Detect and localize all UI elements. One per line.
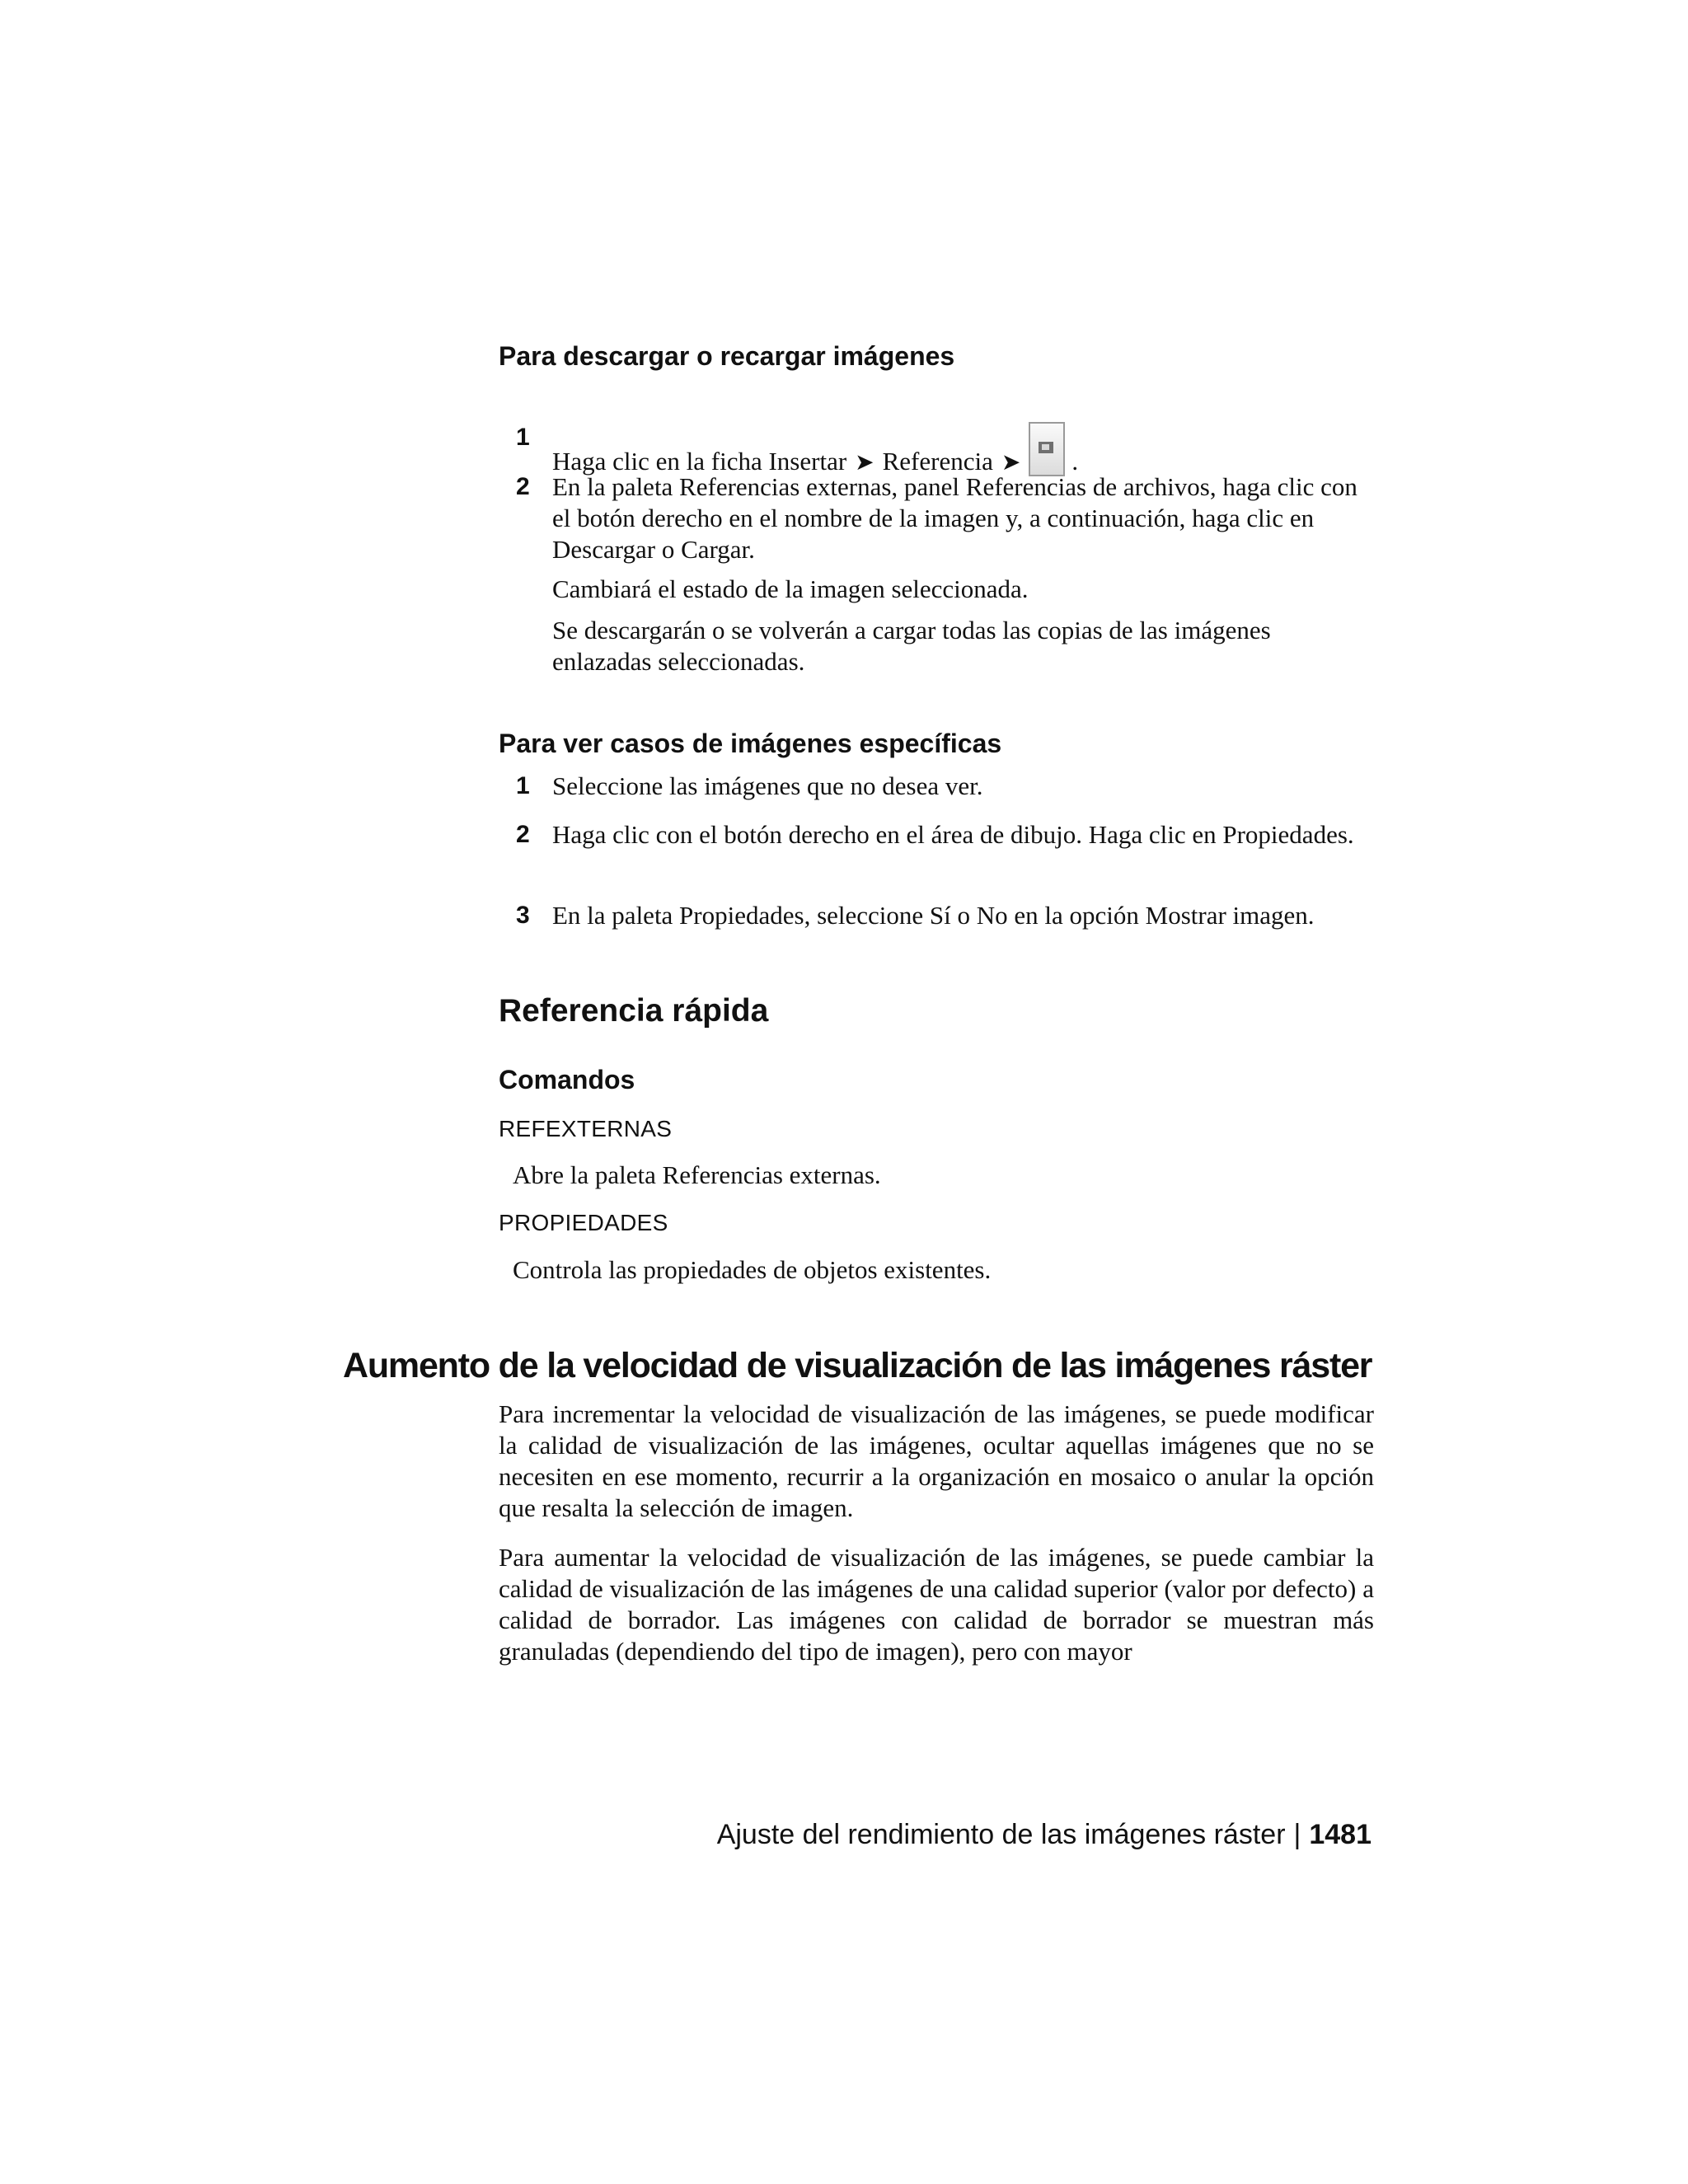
step-3-show-image xyxy=(516,900,1373,931)
body-paragraph: Para aumentar la velocidad de visualización de las imágenes, se puede cambiar la calidad de visualización de las imágenes de una calidad superior (valor por defecto) a calidad de borrador. Las imágenes con calidad de borrador se muestran más granuladas (dependiendo del tipo de imagen), pero con mayor xyxy=(499,1543,1374,1666)
step-1-insert-reference xyxy=(516,422,1373,478)
footer-separator: | xyxy=(1293,1819,1301,1850)
step-text: Seleccione las imágenes que no desea ver. xyxy=(552,771,983,800)
body-paragraph: Para incrementar la velocidad de visualización de las imágenes, se puede modificar la calidad de visualización de las imágenes, ocultar aquellas imágenes que no se necesiten en ese momento, recurrir a la organización en mosaico o anular la opción que resalta la selección de imagen. xyxy=(499,1399,1374,1522)
step-number: 1 xyxy=(516,772,530,799)
page-number: 1481 xyxy=(1309,1819,1372,1850)
reference-label: Referencia xyxy=(882,447,993,476)
step-text: En la paleta Referencias externas, panel Referencias de archivos, haga clic con el botón derecho en el nombre de la imagen y, a continuación, haga clic en Descargar o Cargar. xyxy=(552,472,1357,564)
chapter-title: Ajuste del rendimiento de las imágenes ráster xyxy=(716,1819,1286,1850)
step-result-text: Se descargarán o se volverán a cargar todas las copias de las imágenes enlazadas seleccionadas. xyxy=(552,616,1271,676)
section-heading-specific-images: Para ver casos de imágenes específicas xyxy=(499,729,1002,758)
quick-reference-heading: Referencia rápida xyxy=(499,993,769,1029)
step-text: En la paleta Propiedades, seleccione Sí o No en la opción Mostrar imagen. xyxy=(552,901,1315,930)
section-heading-download-reload: Para descargar o recargar imágenes xyxy=(499,341,955,371)
arrow-icon: ➤ xyxy=(1001,448,1021,476)
command-description: Abre la paleta Referencias externas. xyxy=(513,1160,881,1189)
command-name: REFEXTERNAS xyxy=(499,1116,673,1141)
step-number: 1 xyxy=(516,424,530,451)
step-result-text: Cambiará el estado de la imagen seleccionada. xyxy=(552,574,1029,603)
step-2-right-click-image xyxy=(516,471,1373,677)
commands-heading: Comandos xyxy=(499,1065,635,1094)
main-section-heading: Aumento de la velocidad de visualización de las imágenes ráster xyxy=(343,1346,1372,1385)
step-text: Haga clic en la ficha Insertar xyxy=(552,447,847,476)
step-end-period: . xyxy=(1071,447,1079,476)
image-ribbon-icon xyxy=(1029,422,1065,476)
page-footer xyxy=(717,1816,1372,1853)
step-number: 2 xyxy=(516,473,530,500)
command-description: Controla las propiedades de objetos existentes. xyxy=(513,1255,992,1284)
step-text: Haga clic con el botón derecho en el área de dibujo. Haga clic en Propiedades. xyxy=(552,820,1354,849)
command-name: PROPIEDADES xyxy=(499,1210,668,1235)
step-2-properties xyxy=(516,819,1373,851)
step-number: 3 xyxy=(516,902,530,929)
arrow-icon: ➤ xyxy=(855,448,874,476)
step-1-select-images xyxy=(516,771,1373,802)
step-number: 2 xyxy=(516,821,530,848)
